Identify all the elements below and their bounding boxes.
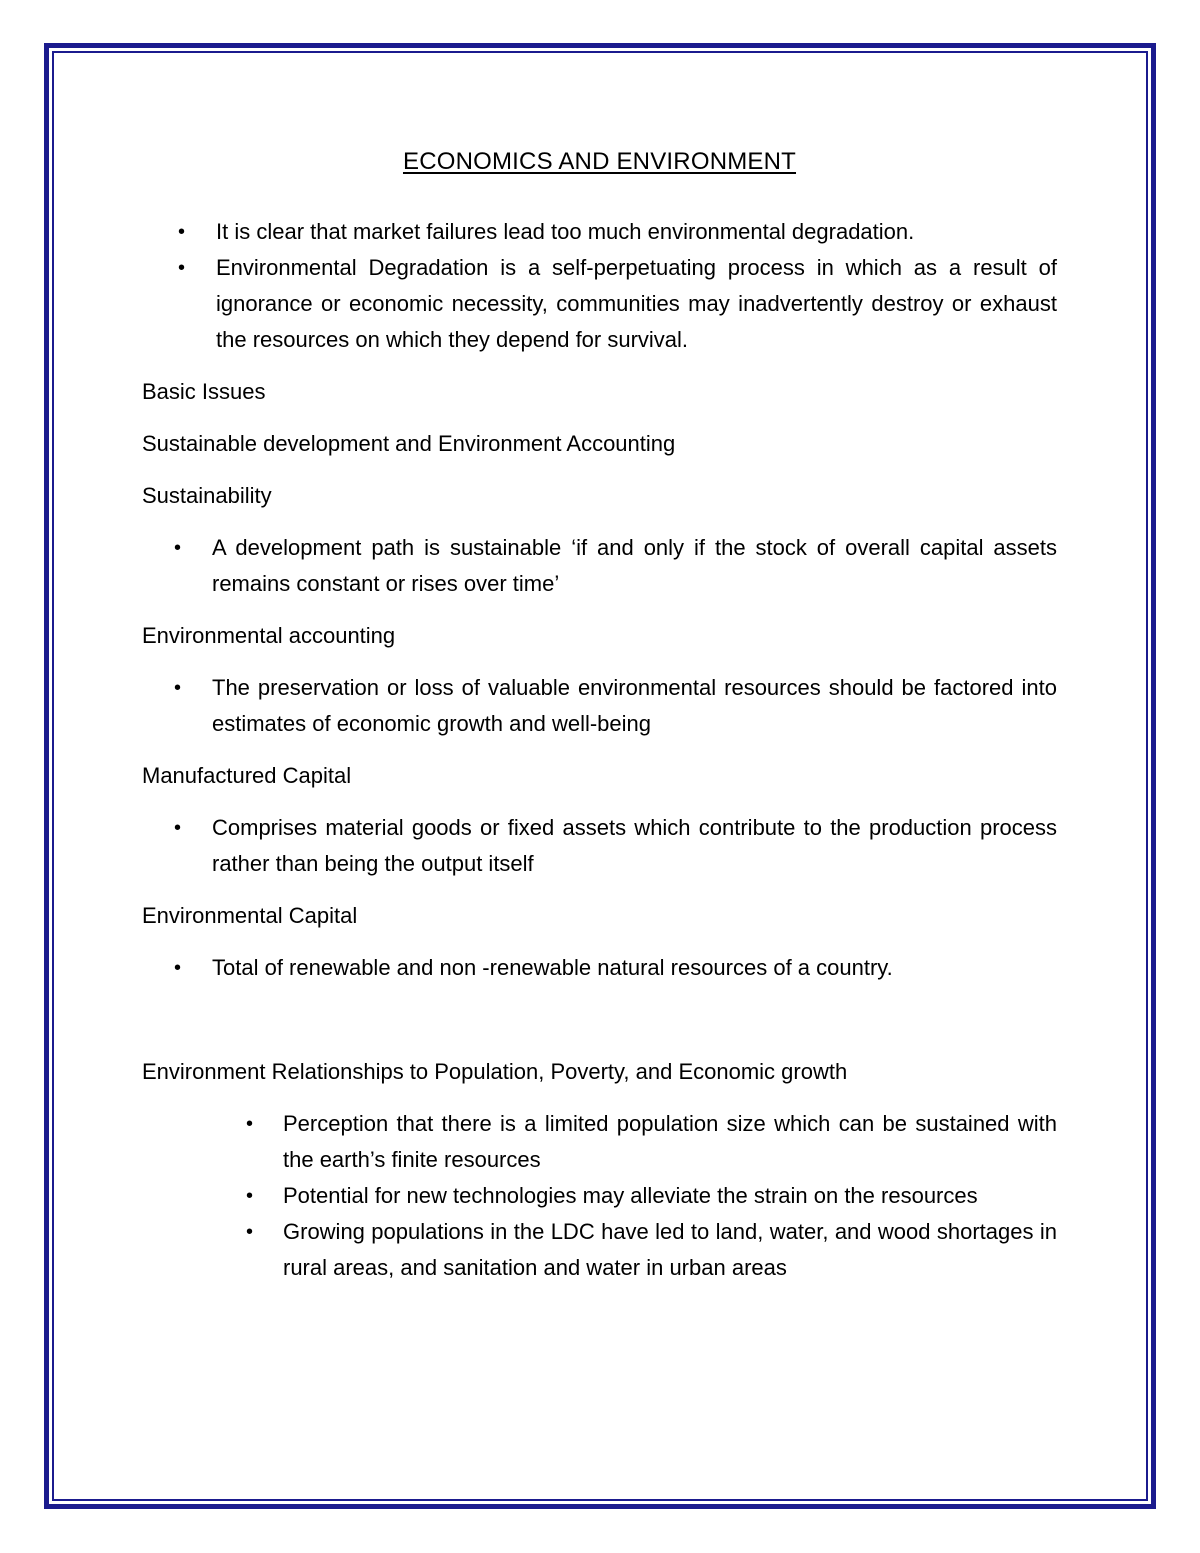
list-item: • Total of renewable and non -renewable natural resources of a country. <box>142 950 1057 986</box>
environmental-accounting-bullet-list <box>142 670 1057 742</box>
bullet-icon: • <box>178 257 186 279</box>
list-item: • Environmental Degradation is a self-perpetuating process in which as a result of ignorance or economic necessity, communities may inadvertently destroy or exhaust the resources on which they depend for survival. <box>142 250 1057 358</box>
basic-issues-heading: Basic Issues <box>142 379 266 404</box>
bullet-icon: • <box>174 677 182 699</box>
bullet-icon: • <box>246 1185 254 1207</box>
list-item: • The preservation or loss of valuable environmental resources should be factored into estimates of economic growth and well-being <box>142 670 1057 742</box>
environmental-accounting-heading: Environmental accounting <box>142 623 396 648</box>
list-item: • Potential for new technologies may alleviate the strain on the resources <box>142 1178 1057 1214</box>
list-item: • It is clear that market failures lead too much environmental degradation. <box>142 214 1057 250</box>
list-item: • Perception that there is a limited population size which can be sustained with the earth’s finite resources <box>142 1106 1057 1178</box>
list-item: • A development path is sustainable ‘if and only if the stock of overall capital assets remains constant or rises over time’ <box>142 530 1057 602</box>
intro-bullet-list <box>142 214 1057 358</box>
sustainable-development-heading: Sustainable development and Environment Accounting <box>142 431 676 456</box>
sustainability-heading: Sustainability <box>142 483 272 508</box>
document-body <box>142 144 1057 1286</box>
list-item: • Comprises material goods or fixed assets which contribute to the production process rather than being the output itself <box>142 810 1057 882</box>
manufactured-capital-bullet-list <box>142 810 1057 882</box>
bullet-icon: • <box>174 817 182 839</box>
relationships-bullet-list <box>142 1106 1057 1286</box>
environmental-capital-bullet-list <box>142 950 1057 986</box>
sustainability-bullet-list <box>142 530 1057 602</box>
bullet-icon: • <box>246 1113 254 1135</box>
bullet-icon: • <box>246 1221 254 1243</box>
list-item: • Growing populations in the LDC have led to land, water, and wood shortages in rural areas, and sanitation and water in urban areas <box>142 1214 1057 1286</box>
document-title: ECONOMICS AND ENVIRONMENT <box>402 148 797 175</box>
relationships-heading: Environment Relationships to Population, Poverty, and Economic growth <box>142 1059 848 1084</box>
manufactured-capital-heading: Manufactured Capital <box>142 763 352 788</box>
environmental-capital-heading: Environmental Capital <box>142 903 358 928</box>
bullet-icon: • <box>178 221 186 243</box>
bullet-icon: • <box>174 537 182 559</box>
bullet-icon: • <box>174 957 182 979</box>
